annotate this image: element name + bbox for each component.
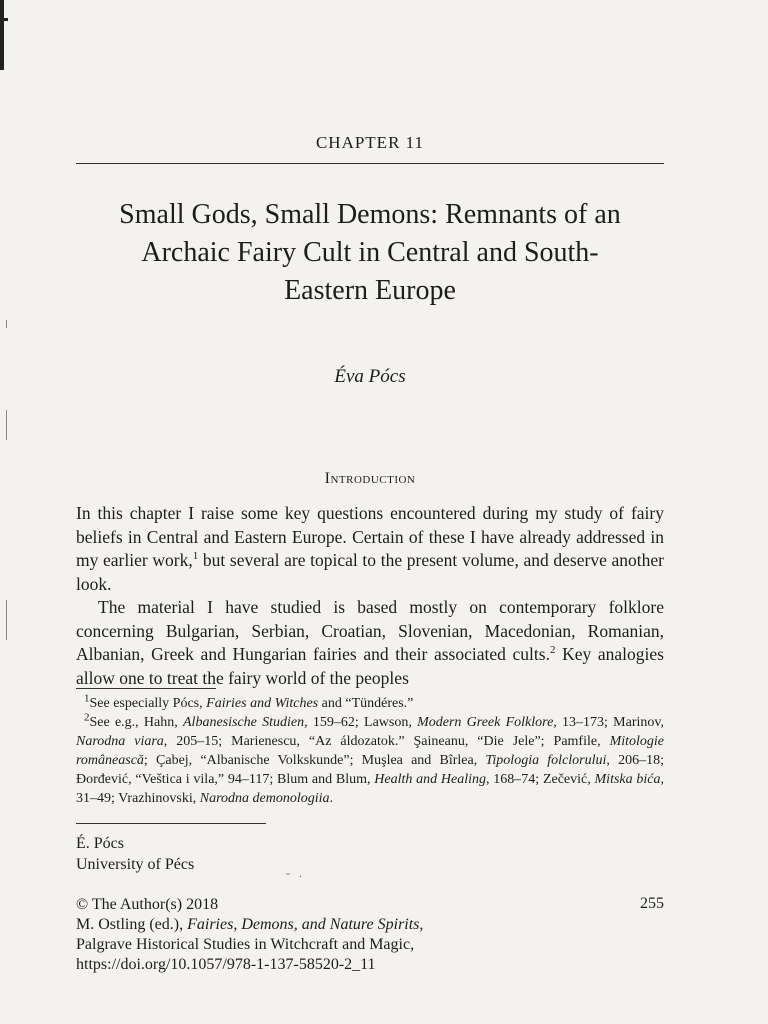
footnote-2 [76,713,664,808]
footnote-1 [76,694,664,713]
scan-edge-mark [0,0,4,70]
paragraph-2 [76,596,664,690]
footnote-title: Health and Healing [374,772,487,787]
citation-text: M. Ostling (ed.), [76,916,188,933]
title-line-3: Eastern Europe [284,275,456,306]
footnote-text: , 168–74; Zečević, [486,772,595,787]
footnote-title: Mitska bića [594,772,661,787]
footnote-text: , 159–62; Lawson, [304,715,418,730]
chapter-label: CHAPTER 11 [315,133,425,152]
chapter-rule [76,163,664,164]
paragraph-text: The material I have studied is based mostly on contemporary folklore concerning Bulgarian, Serbian, Croatian, Slovenian, Macedonian, Romanian, Albanian, Greek and Hungarian fairies and their associated cults. [76,597,664,664]
footnote-title: Narodna demonologiia [199,791,330,806]
footnote-title: Tipologia folclorului [485,753,607,768]
title-line-2: Archaic Fairy Cult in Central and South- [141,237,599,268]
book-title: Fairies, Demons, and Nature Spirits [187,916,420,933]
copyright-line: © The Author(s) 2018 [76,896,219,913]
footnote-number: 1 [84,692,90,705]
footnote-text: , 13–173; Marinov, [553,715,664,730]
affiliation-name: É. Pócs [76,835,124,852]
section-heading: Introduction [324,470,416,487]
body-text [76,502,664,690]
scan-dash-marks: - . [286,866,302,880]
footnote-text: ; Çabej, “Albanische Volkskunde”; Muşlea and Bîrlea, [143,753,486,768]
scan-edge-mark [0,18,8,21]
citation-text: , [419,916,424,933]
paragraph-1 [76,502,664,596]
footnote-text: and “Tündéres.” [318,696,414,711]
scan-speck [6,320,7,328]
series-line: Palgrave Historical Studies in Witchcraft and Magic, [76,936,415,953]
author-affiliation [76,833,194,875]
citation-line [76,915,423,935]
footnote-title: Mitologie românească [76,734,664,768]
footnotes [76,694,664,808]
copyright-block [76,895,423,975]
paragraph-text: but several are topical to the present volume, and deserve another look. [76,550,664,594]
footnote-title: Fairies and Witches [206,696,319,711]
footnote-title: Modern Greek Folklore [417,715,554,730]
paragraph-text: In this chapter I raise some key questions encountered during my study of fairy beliefs in Central and Eastern Europe. Certain of these I have already addressed in my earlier work, [76,503,664,570]
footnote-text: See especially Pócs, [89,696,207,711]
affiliation-rule [76,823,266,824]
author-name: Éva Pócs [334,366,406,387]
scan-speck [6,600,7,640]
footnote-text: See e.g., Hahn, [89,715,183,730]
title-line-1: Small Gods, Small Demons: Remnants of an [119,199,621,230]
footnote-ref[interactable]: 1 [192,550,199,563]
scan-speck [6,410,7,440]
affiliation-institution: University of Pécs [76,856,195,873]
chapter-title [76,196,664,310]
paragraph-text: Key analogies allow one to treat the fairy world of the peoples [76,644,664,688]
footnote-rule [76,688,216,689]
footnote-text: , 205–15; Marienescu, “Az áldozatok.” Şaineanu, “Die Jele”; Pamfile, [163,734,610,749]
footnote-title: Albanesische Studien [183,715,305,730]
footnote-text: . [329,791,333,806]
doi-link[interactable]: https://doi.org/10.1057/978-1-137-58520-2_11 [76,956,376,973]
footnote-ref[interactable]: 2 [549,644,556,657]
footnote-text: , 206–18; Đorđević, “Veštica i vila,” 94–117; Blum and Blum, [76,753,664,787]
footnote-number: 2 [84,711,90,724]
footnote-title: Narodna viara [76,734,164,749]
page-number: 255 [640,895,664,912]
footnote-text: , 31–49; Vrazhinovski, [76,772,664,806]
